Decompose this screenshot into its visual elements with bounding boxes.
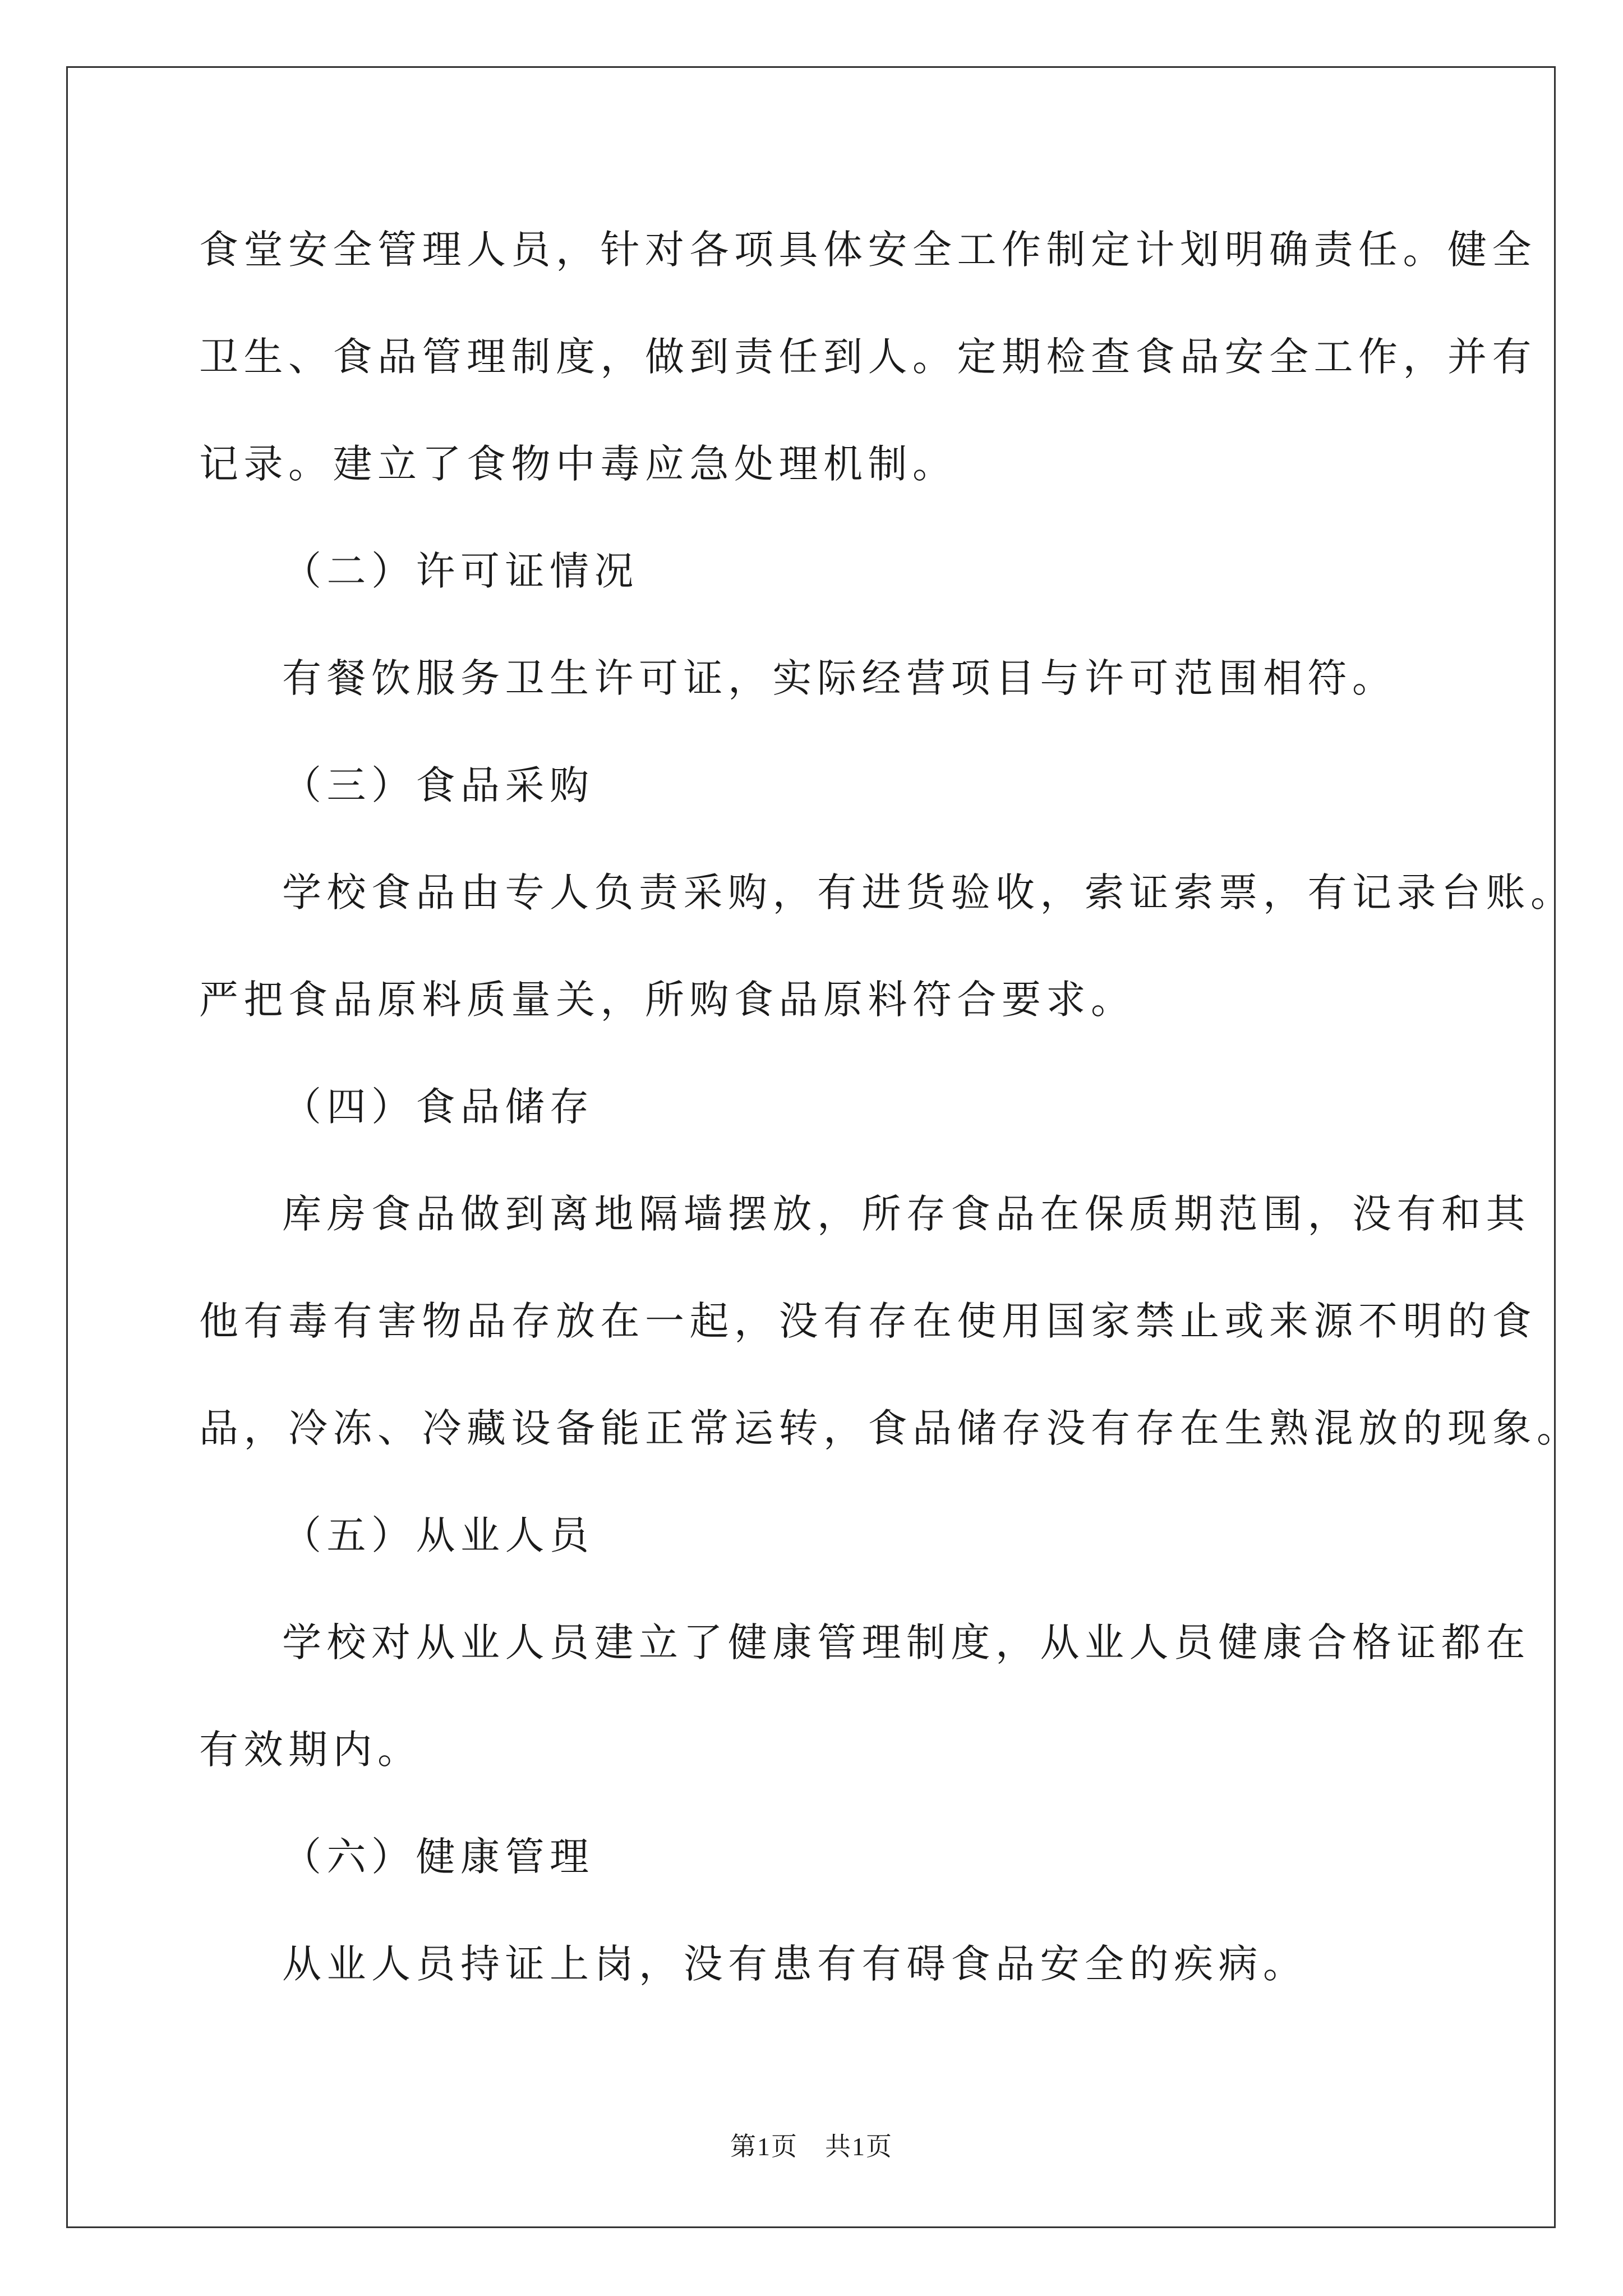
body-line: 学校对从业人员建立了健康管理制度，从业人员健康合格证都在 bbox=[282, 1619, 1530, 1665]
section-heading-health: （六）健康管理 bbox=[282, 1834, 594, 1880]
body-line: 卫生、食品管理制度，做到责任到人。定期检查食品安全工作，并有 bbox=[199, 334, 1537, 380]
body-line: 有餐饮服务卫生许可证，实际经营项目与许可范围相符。 bbox=[282, 655, 1397, 701]
document-body bbox=[199, 222, 1581, 2043]
section-heading-storage: （四）食品储存 bbox=[282, 1084, 594, 1130]
section-heading-procurement: （三）食品采购 bbox=[282, 762, 594, 808]
body-line: 严把食品原料质量关，所购食品原料符合要求。 bbox=[199, 977, 1136, 1023]
body-line: 学校食品由专人负责采购，有进货验收，索证索票，有记录台账。 bbox=[282, 869, 1575, 915]
body-line: 食堂安全管理人员，针对各项具体安全工作制定计划明确责任。健全 bbox=[199, 227, 1537, 273]
body-line: 有效期内。 bbox=[199, 1727, 422, 1773]
section-heading-license: （二）许可证情况 bbox=[282, 548, 639, 594]
section-heading-staff: （五）从业人员 bbox=[282, 1512, 594, 1558]
page-total: 共1页 bbox=[825, 2132, 893, 2161]
body-line: 品，冷冻、冷藏设备能正常运转，食品储存没有存在生熟混放的现象。 bbox=[199, 1405, 1581, 1451]
page-footer bbox=[0, 2126, 1623, 2163]
page-number: 第1页 bbox=[730, 2132, 798, 2161]
body-line: 他有毒有害物品存放在一起，没有存在使用国家禁止或来源不明的食 bbox=[199, 1298, 1537, 1344]
body-line: 从业人员持证上岗，没有患有有碍食品安全的疾病。 bbox=[282, 1941, 1308, 1987]
body-line: 记录。建立了食物中毒应急处理机制。 bbox=[199, 441, 957, 487]
body-line: 库房食品做到离地隔墙摆放，所存食品在保质期范围，没有和其 bbox=[282, 1191, 1530, 1237]
